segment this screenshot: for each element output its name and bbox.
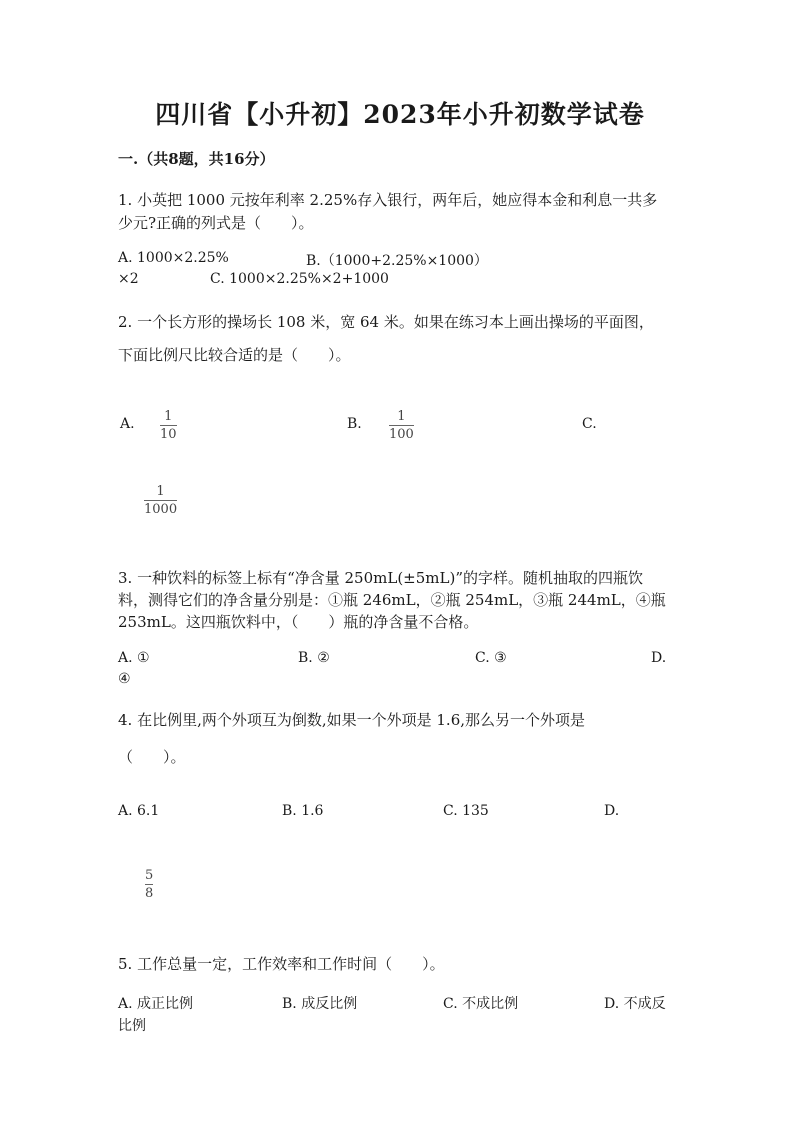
fraction-numerator: 1 (164, 409, 173, 424)
section-heading: 一.（共8题，共16分） (118, 150, 275, 168)
fraction-bar (144, 500, 177, 501)
fraction-numerator: 5 (145, 868, 154, 883)
question-1-line-2: 少元?正确的列式是（ ）。 (118, 214, 314, 232)
fraction-bar (160, 425, 177, 426)
question-2-option-b: B. (347, 416, 362, 432)
fraction-1-100 (389, 409, 414, 442)
fraction-denominator: 100 (389, 427, 414, 442)
question-1-option-c: C. 1000×2.25%×2+1000 (210, 271, 389, 287)
question-3-option-c: C. ③ (475, 650, 507, 666)
page-title: 四川省【小升初】2023年小升初数学试卷 (155, 100, 645, 129)
question-5-option-d-cont: 比例 (118, 1018, 146, 1034)
fraction-1-10 (160, 409, 177, 442)
question-5-option-b: B. 成反比例 (282, 996, 358, 1012)
question-3-line-1: 3. 一种饮料的标签上标有“净含量 250mL(±5mL)”的字样。随机抽取的四瓶饮 (118, 569, 644, 587)
fraction-numerator: 1 (397, 409, 406, 424)
fraction-denominator: 1000 (144, 502, 178, 517)
question-3-option-b: B. ② (298, 650, 330, 666)
fraction-bar (389, 425, 414, 426)
question-4-line-2: （ ）。 (118, 748, 186, 766)
fraction-1-1000 (144, 484, 177, 517)
question-4-option-a: A. 6.1 (118, 803, 160, 819)
question-2-option-c: C. (582, 416, 597, 432)
fraction-5-8 (145, 868, 153, 901)
question-5-option-d: D. 不成反 (604, 996, 666, 1012)
question-5-option-a: A. 成正比例 (118, 996, 194, 1012)
question-4-line-1: 4. 在比例里,两个外项互为倒数,如果一个外项是 1.6,那么另一个外项是 (118, 711, 586, 729)
question-3-option-d-cont: ④ (118, 671, 131, 687)
question-3-line-3: 253mL。这四瓶饮料中，（ ）瓶的净含量不合格。 (118, 613, 479, 631)
fraction-denominator: 8 (145, 886, 154, 901)
question-4-option-b: B. 1.6 (282, 803, 324, 819)
question-3-option-a: A. ① (118, 650, 150, 666)
fraction-bar (145, 884, 153, 885)
question-1-option-b-cont: ×2 (118, 271, 139, 287)
question-1-option-a: A. 1000×2.25% (118, 250, 229, 266)
question-4-option-c: C. 135 (443, 803, 489, 819)
question-5-line-1: 5. 工作总量一定，工作效率和工作时间（ ）。 (118, 955, 445, 973)
question-3-option-d: D. (651, 650, 667, 666)
question-2-option-a: A. (120, 416, 135, 432)
question-3-line-2: 料，测得它们的净含量分别是：①瓶 246mL，②瓶 254mL，③瓶 244mL，④瓶 (118, 591, 666, 609)
question-2-line-1: 2. 一个长方形的操场长 108 米，宽 64 米。如果在练习本上画出操场的平面图， (118, 313, 654, 331)
question-2-line-2: 下面比例尺比较合适的是（ ）。 (118, 346, 351, 364)
fraction-denominator: 10 (160, 427, 177, 442)
question-1-option-b: B.（1000+2.25%×1000） (306, 253, 488, 269)
question-4-option-d: D. (604, 803, 620, 819)
question-1-line-1: 1. 小英把 1000 元按年利率 2.25%存入银行，两年后，她应得本金和利息一共多 (118, 191, 658, 209)
fraction-numerator: 1 (156, 484, 165, 499)
question-5-option-c: C. 不成比例 (443, 996, 519, 1012)
